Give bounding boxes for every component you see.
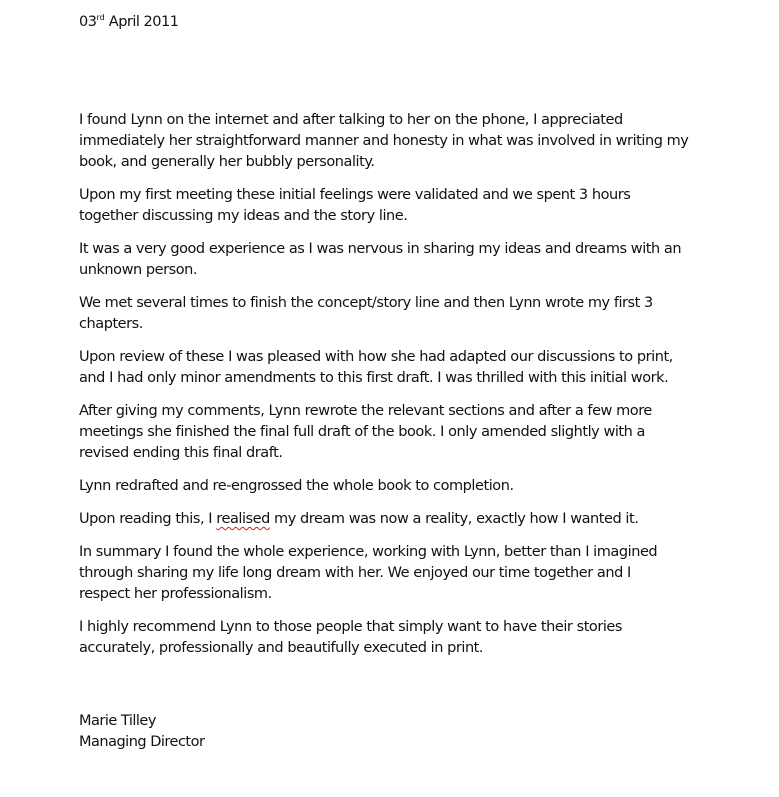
- letter-date: [79, 8, 178, 32]
- paragraph-chapters: We met several times to finish the concept/story line and then Lynn wrote my first 3 chapters.: [79, 295, 653, 332]
- realised-before: Upon reading this, I: [79, 511, 217, 527]
- signature-title: Managing Director: [79, 734, 205, 750]
- paragraph-rewrite: After giving my comments, Lynn rewrote the relevant sections and after a few more meetings she finished the final full draft of the book. I only amended slightly with a revised ending this final draft.: [79, 403, 652, 461]
- paragraph-first-meeting: Upon my first meeting these initial feelings were validated and we spent 3 hours together discussing my ideas and the story line.: [79, 187, 631, 224]
- letter-body: [79, 110, 719, 671]
- paragraph-review: Upon review of these I was pleased with how she had adapted our discussions to print, and I had only minor amendments to this first draft. I was thrilled with this initial work.: [79, 349, 673, 386]
- paragraph-recommend: I highly recommend Lynn to those people that simply want to have their stories accurately, professionally and beautifully executed in print.: [79, 619, 623, 656]
- spellcheck-flagged-word: realised: [216, 511, 270, 527]
- paragraph-redraft: Lynn redrafted and re-engrossed the whole book to completion.: [79, 478, 514, 494]
- date-month-year: April 2011: [104, 14, 179, 30]
- paragraph-realised: [79, 509, 719, 530]
- signature-name: Marie Tilley: [79, 713, 156, 729]
- paragraph-intro: I found Lynn on the internet and after talking to her on the phone, I appreciated immediately her straightforward manner and honesty in what was involved in writing my book, and generally her bubbly personality.: [79, 112, 689, 170]
- date-suffix: rd: [96, 13, 105, 22]
- signature-block: [79, 711, 204, 753]
- paragraph-experience: It was a very good experience as I was nervous in sharing my ideas and dreams with an unknown person.: [79, 241, 682, 278]
- paragraph-summary: In summary I found the whole experience, working with Lynn, better than I imagined through sharing my life long dream with her. We enjoyed our time together and I respect her professionalism.: [79, 544, 658, 602]
- date-day: 03: [79, 14, 97, 30]
- realised-after: my dream was now a reality, exactly how I wanted it.: [269, 511, 639, 527]
